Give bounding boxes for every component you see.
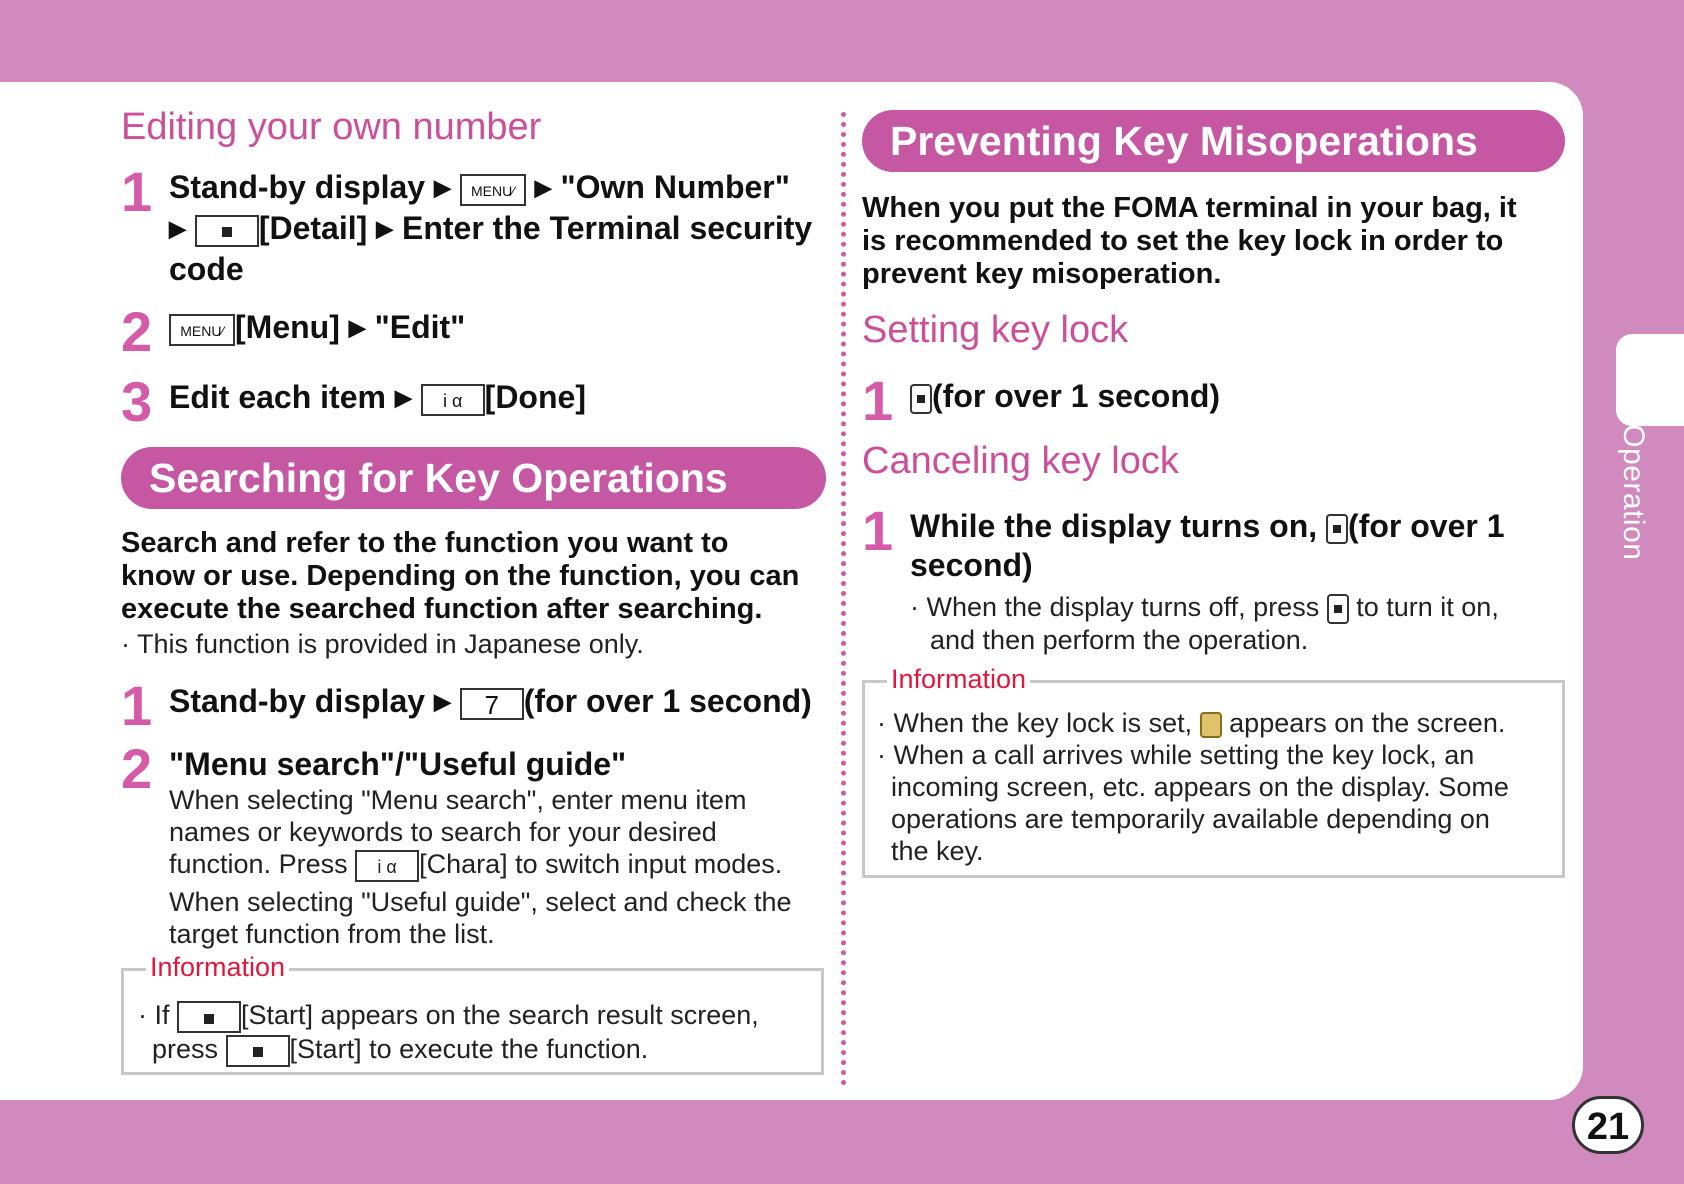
step-number: 2 (121, 300, 153, 363)
step-number: 2 (121, 737, 153, 800)
search-info-box (121, 952, 824, 1075)
info-line: incoming screen, etc. appears on the display. Some (891, 772, 1509, 802)
side-key-icon (1327, 594, 1349, 624)
center-key-icon (226, 1035, 290, 1067)
body-line: names or keywords to search for your desired (169, 817, 717, 847)
preventing-lead (862, 192, 1582, 291)
search-note: · This function is provided in Japanese only. (121, 629, 644, 659)
info-part: When a call arrives while setting the key lock, an (893, 740, 1475, 770)
info-line: the key. (891, 836, 984, 866)
step-number: 1 (121, 160, 153, 223)
body-line: When selecting "Menu search", enter menu item (169, 785, 747, 815)
info-part: If (154, 1000, 170, 1030)
step-part: "Own Number" (560, 169, 790, 205)
info-part: [Start] appears on the search result screen, (241, 1000, 759, 1030)
center-key-icon (195, 215, 259, 247)
note-part: When the display turns off, press (926, 592, 1320, 622)
set-step-1 (862, 369, 1221, 432)
lead-line: When you put the FOMA terminal in your bag, it (862, 192, 1517, 224)
lead-line: Search and refer to the function you want to (121, 527, 729, 559)
step-part: (for over 1 second) (523, 683, 812, 719)
step-part: Edit each item (169, 379, 386, 415)
step-part: second) (910, 547, 1033, 583)
side-key-icon (1326, 514, 1348, 544)
page-number: 21 (1572, 1096, 1644, 1154)
note-text: This function is provided in Japanese only. (137, 629, 644, 659)
info-line: · When the key lock is set, appears on the screen. (877, 708, 1506, 738)
lead-line: prevent key misoperation. (862, 258, 1222, 290)
body-line: When selecting "Useful guide", select and check the (169, 886, 792, 917)
info-content (877, 707, 1509, 867)
step-text (169, 308, 465, 360)
preventing-banner: Preventing Key Misoperations (862, 110, 1565, 172)
step-content (910, 507, 1505, 656)
column-divider (841, 112, 846, 1086)
info-content (138, 999, 759, 1067)
step-part: While the display turns on, (910, 508, 1318, 544)
menu-key-icon: MENU⁄ (460, 174, 526, 206)
key-lock-info-box (862, 664, 1565, 878)
edit-step-2 (121, 300, 466, 363)
arrow-icon: ▶ (433, 689, 451, 715)
step-body (169, 784, 792, 950)
info-line: operations are temporarily available depending on (891, 804, 1490, 834)
info-part: When the key lock is set, (893, 708, 1193, 738)
setting-key-lock-heading: Setting key lock (862, 309, 1129, 351)
lead-line: is recommended to set the key lock in order to (862, 225, 1504, 257)
note-line: · When the display turns off, press to turn it on, (910, 592, 1499, 622)
arrow-icon: ▶ (394, 385, 412, 411)
step-part: (for over 1 second) (932, 378, 1221, 414)
step-content (169, 745, 792, 950)
note-part: to turn it on, (1356, 592, 1499, 622)
arrow-icon: ▶ (534, 175, 552, 201)
side-key-icon (910, 384, 932, 414)
i-alpha-key-icon: i α (355, 850, 419, 882)
step-part: code (169, 251, 244, 288)
arrow-icon: ▶ (348, 315, 366, 341)
lead-line: execute the searched function after searching. (121, 593, 763, 625)
info-title: Information (887, 664, 1030, 695)
edit-own-number-heading: Editing your own number (121, 106, 542, 148)
info-part: appears on the screen. (1229, 708, 1506, 738)
info-line (138, 1033, 759, 1067)
body-part: [Chara] to switch input modes. (419, 849, 783, 879)
step-part: Stand-by display (169, 683, 426, 719)
step-text (910, 507, 1505, 585)
edit-step-1 (121, 160, 826, 289)
step-text: "Menu search"/"Useful guide" (169, 746, 627, 782)
search-step-1 (121, 674, 841, 737)
step-text (910, 377, 1220, 429)
info-part: press (152, 1033, 219, 1064)
step-part: [Done] (484, 379, 586, 415)
arrow-icon: ▶ (433, 175, 451, 201)
seven-key-icon: 7 (460, 688, 524, 720)
step-part: Enter the Terminal security (401, 210, 813, 247)
step-part: [Menu] (235, 309, 340, 345)
canceling-key-lock-heading: Canceling key lock (862, 440, 1179, 482)
body-line: target function from the list. (169, 918, 495, 949)
step-note (910, 591, 1505, 656)
menu-key-icon: MENU⁄ (169, 314, 235, 346)
body-part: function. Press (169, 849, 348, 879)
cancel-step-1 (862, 499, 1582, 656)
lock-icon (1200, 712, 1222, 738)
info-title: Information (146, 952, 289, 983)
search-step-2 (121, 737, 841, 950)
search-banner: Searching for Key Operations (121, 447, 826, 509)
info-line: · When a call arrives while setting the key lock, an (877, 740, 1475, 770)
step-part: Stand-by display (169, 169, 426, 205)
step-part: "Edit" (374, 309, 466, 345)
info-line: · If [Start] appears on the search result screen, (138, 999, 759, 1033)
info-part: [Start] to execute the function. (289, 1033, 649, 1064)
arrow-icon: ▶ (376, 216, 394, 242)
arrow-icon: ▶ (169, 216, 186, 242)
edit-step-3 (121, 370, 586, 433)
body-line (169, 848, 792, 882)
step-number: 1 (862, 369, 894, 432)
step-text (169, 682, 812, 734)
chapter-label: Basic Operation (1617, 339, 1650, 561)
step-number: 1 (121, 674, 153, 737)
step-number: 3 (121, 370, 153, 433)
lead-line: know or use. Depending on the function, you can (121, 560, 800, 592)
i-alpha-key-icon: i α (421, 384, 485, 416)
step-part: [Detail] (258, 210, 368, 247)
step-text (169, 378, 586, 430)
step-text (169, 168, 812, 289)
step-part: (for over 1 (1348, 508, 1505, 544)
center-key-icon (177, 1001, 241, 1033)
step-number: 1 (862, 499, 894, 562)
note-line: and then perform the operation. (930, 624, 1309, 655)
search-lead (121, 527, 841, 626)
